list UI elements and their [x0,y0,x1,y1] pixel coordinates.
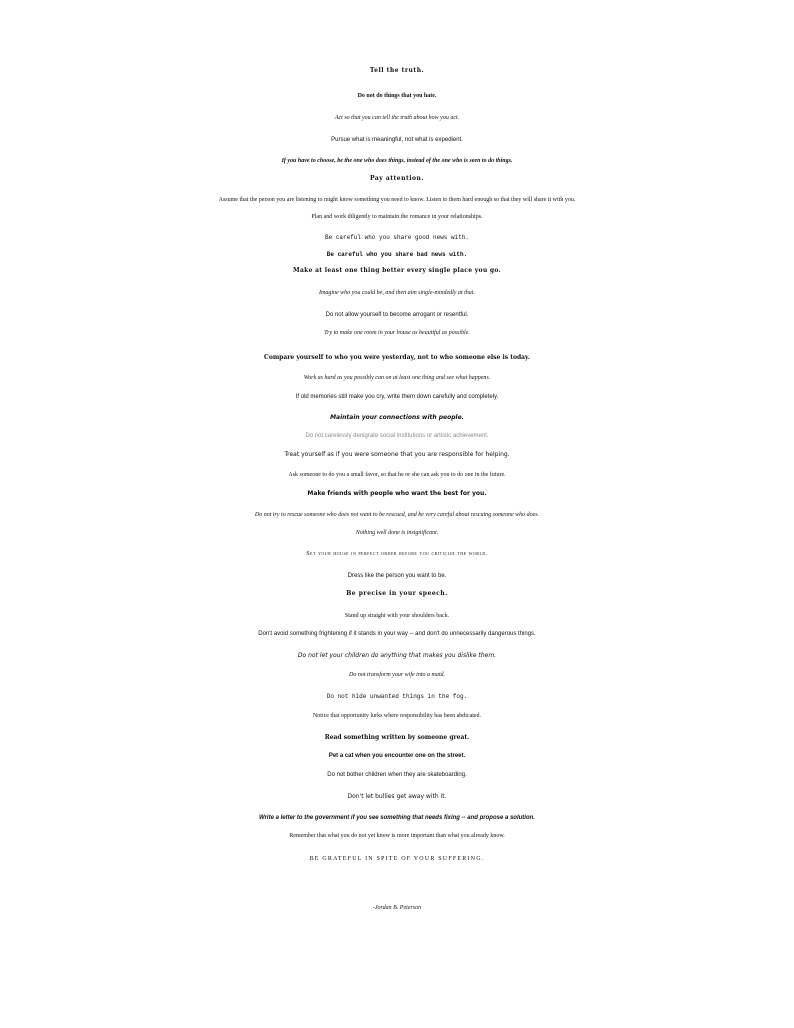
rule-line: If old memories still make you cry, write them down carefully and completely. [295,394,499,400]
rule-line: Do not hide unwanted things in the fog. [326,693,468,700]
rule-line: Imagine who you could be, and then aim single-mindedly at that. [319,290,475,296]
rule-line: Do not try to rescue someone who does not want to be rescued, and be very careful about rescuing someone who does. [254,512,540,518]
rule-line: Act so that you can tell the truth about how you act. [334,115,460,121]
rule-line: Write a letter to the government if you see something that needs fixing -- and propose a solution. [259,815,535,821]
rule-line: Assume that the person you are listening to might know something you need to know. Listen to them hard enough so that they will share it with you. [218,197,576,203]
rule-line: Pay attention. [370,175,424,182]
rule-line: BE GRATEFUL IN SPITE OF YOUR SUFFERING. [309,856,485,862]
rule-line: Ask someone to do you a small favor, so that he or she can ask you to do one in the future. [288,472,506,478]
rule-line: Don't avoid something frightening if it stands in your way -- and don't do unnecessarily dangerous things. [258,631,536,637]
rule-line: Notice that opportunity lurks where responsibility has been abdicated. [312,713,482,719]
rule-line: Try to make one room in your house as beautiful as possible. [324,330,470,336]
rule-line: Maintain your connections with people. [330,414,464,421]
rule-line: Do not transform your wife into a maid. [348,672,445,678]
rule-line: Stand up straight with your shoulders back. [344,613,450,619]
rule-line: Make friends with people who want the best for you. [307,490,487,497]
rule-line: Do not do things that you hate. [357,93,437,99]
rule-line: Do not let your children do anything that makes you dislike them. [297,652,497,659]
rule-line: Set your house in perfect order before you criticize the world. [306,551,488,557]
rule-line: Do not bother children when they are skateboarding. [327,772,467,778]
rule-line: Remember that what you do not yet know is more important than what you already know. [289,833,505,839]
rule-line: Be careful who you share bad news with. [326,251,468,258]
rule-line: Don't let bullies get away with it. [347,793,447,800]
rule-line: If you have to choose, be the one who does things, instead of the one who is seen to do things. [281,158,513,164]
rule-line: Be precise in your speech. [346,590,448,597]
attribution: -Jordan B. Peterson [372,905,422,911]
rule-line: Treat yourself as if you were someone that you are responsible for helping. [284,451,510,458]
rule-line: Compare yourself to who you were yesterday, not to who someone else is today. [264,354,530,361]
rule-line: Do not carelessly denigrate social institutions or artistic achievement. [305,433,489,439]
rule-line: Dress like the person you want to be. [347,573,447,579]
rule-line: Read something written by someone great. [324,734,470,741]
rule-line: Work as hard as you possibly can on at least one thing and see what happens. [303,375,491,381]
rule-line: Pet a cat when you encounter one on the street. [328,753,466,759]
rule-line: Make at least one thing better every single place you go. [293,267,501,274]
rule-line: Be careful who you share good news with. [324,234,470,241]
rule-line: Nothing well done is insignificant. [355,530,439,536]
rule-line: Tell the truth. [369,67,425,74]
rule-line: Do not allow yourself to become arrogant or resentful. [325,312,469,318]
rule-line: Pursue what is meaningful, not what is expedient. [331,137,463,143]
rule-line: Plan and work diligently to maintain the romance in your relationships. [311,214,483,220]
